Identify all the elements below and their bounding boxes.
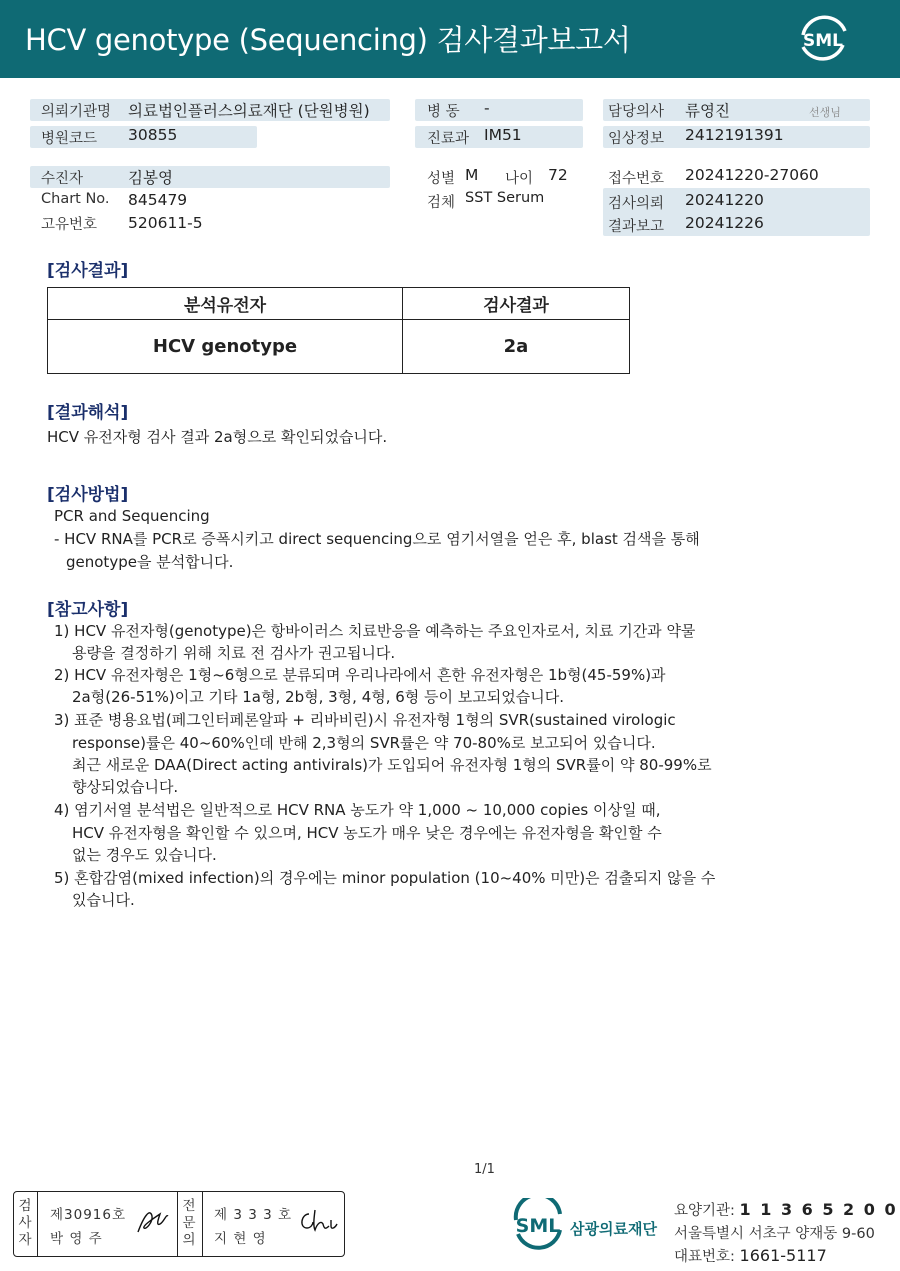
- receipt-value: 20241220-27060: [685, 166, 819, 184]
- tester-sign-cell: [38, 1192, 178, 1256]
- note-line: 3) 표준 병용요법(페그인터페론알파 + 리바비린)시 유전자형 1형의 SVR(sustained virologic: [54, 711, 676, 729]
- signature-box: [13, 1191, 345, 1257]
- report-header: [0, 0, 900, 78]
- footer-code-value: 1 1 3 6 5 2 0 0: [739, 1200, 898, 1219]
- specialist-label: 전문의: [182, 1198, 196, 1248]
- dept-value: IM51: [484, 126, 522, 144]
- chart-value: 845479: [128, 191, 188, 209]
- age-value: 72: [548, 166, 568, 184]
- method-line-2: - HCV RNA를 PCR로 증폭시키고 direct sequencing으로 염기서열을 얻은 후, blast 검색을 통해: [54, 530, 700, 548]
- hospital-code-value: 30855: [128, 126, 178, 144]
- footer-org-name: 삼광의료재단: [570, 1220, 657, 1238]
- footer-code-label: 요양기관:: [674, 1203, 735, 1219]
- patient-label: 수진자: [41, 171, 84, 187]
- ward-label: 병 동: [427, 104, 460, 120]
- note-line: response)률은 40~60%인데 반해 2,3형의 SVR률은 약 70-80%로 보고되어 있습니다.: [72, 734, 656, 752]
- note-line: 2a형(26-51%)이고 기타 1a형, 2b형, 3형, 4형, 6형 등이 보고되었습니다.: [72, 688, 565, 706]
- tester-label: 검사자: [18, 1198, 32, 1248]
- svg-text:SML: SML: [515, 1215, 561, 1237]
- note-line: HCV 유전자형을 확인할 수 있으며, HCV 농도가 매우 낮은 경우에는 유전자형을 확인할 수: [72, 824, 662, 842]
- specialist-signature-icon: [295, 1206, 339, 1236]
- chart-label: Chart No.: [41, 191, 110, 207]
- doctor-suffix: 선생님: [809, 106, 841, 119]
- doctor-value: 류영진: [685, 102, 730, 120]
- id-value: 520611-5: [128, 214, 203, 232]
- request-value: 20241220: [685, 191, 764, 209]
- result-column-header: 검사결과: [403, 288, 630, 320]
- report-title: HCV genotype (Sequencing) 검사결과보고서: [25, 23, 631, 57]
- report-date-label: 결과보고: [608, 219, 665, 235]
- gene-cell: HCV genotype: [48, 320, 403, 374]
- request-label: 검사의뢰: [608, 196, 665, 212]
- footer-phone: [674, 1245, 827, 1266]
- note-line: 2) HCV 유전자형은 1형~6형으로 분류되며 우리나라에서 흔한 유전자형은 1b형(45-59%)과: [54, 666, 666, 684]
- patient-value: 김봉영: [128, 169, 173, 187]
- note-line: 향상되었습니다.: [72, 778, 179, 796]
- page-number: 1/1: [474, 1162, 495, 1177]
- patient-row-bg: [30, 166, 390, 188]
- note-line: 없는 경우도 있습니다.: [72, 846, 217, 864]
- age-label: 나이: [505, 171, 534, 187]
- method-section-title: [검사방법]: [47, 485, 129, 505]
- specialist-license-no: 제 3 3 3 호: [214, 1207, 293, 1223]
- svg-text:SML: SML: [803, 31, 843, 51]
- table-header-row: [48, 288, 630, 320]
- institution-label: 의뢰기관명: [41, 104, 112, 120]
- specialist-label-cell: [178, 1192, 203, 1256]
- note-line: 4) 염기서열 분석법은 일반적으로 HCV RNA 농도가 약 1,000 ~ 10,000 copies 이상일 때,: [54, 801, 661, 819]
- institution-value: 의료법인플러스의료재단 (단원병원): [128, 102, 370, 120]
- gene-column-header: 분석유전자: [48, 288, 403, 320]
- report-date-value: 20241226: [685, 214, 764, 232]
- results-table: [47, 287, 630, 374]
- notes-section-title: [참고사항]: [47, 600, 129, 620]
- specialist-sign-cell: [203, 1192, 343, 1256]
- note-line: 있습니다.: [72, 891, 135, 909]
- method-line-3: genotype을 분석합니다.: [66, 553, 234, 571]
- interpretation-section-title: [결과해석]: [47, 403, 129, 423]
- footer-phone-value: 1661-5117: [739, 1246, 827, 1265]
- result-cell: 2a: [403, 320, 630, 374]
- method-line-1: PCR and Sequencing: [54, 507, 210, 525]
- sml-logo-icon: [795, 13, 851, 65]
- receipt-label: 접수번호: [608, 171, 665, 187]
- note-line: 용량을 결정하기 위해 치료 전 검사가 권고됩니다.: [72, 644, 396, 662]
- specialist-name: 지 현 영: [214, 1231, 267, 1247]
- note-line: 1) HCV 유전자형(genotype)은 항바이러스 치료반응을 예측하는 주요인자로서, 치료 기간과 약물: [54, 622, 696, 640]
- tester-name: 박 영 주: [50, 1231, 103, 1247]
- note-line: 5) 혼합감염(mixed infection)의 경우에는 minor population (10~40% 미만)은 검출되지 않을 수: [54, 869, 716, 887]
- footer-address: 서울특별시 서초구 양재동 9-60: [674, 1226, 875, 1242]
- specimen-value: SST Serum: [465, 190, 545, 206]
- clinical-label: 임상정보: [608, 131, 665, 147]
- sml-footer-logo-icon: [510, 1198, 566, 1250]
- tester-signature-icon: [134, 1206, 174, 1236]
- results-section-title: [검사결과]: [47, 261, 129, 281]
- sex-value: M: [465, 166, 479, 184]
- clinical-value: 2412191391: [685, 126, 784, 144]
- tester-license-no: 제30916호: [50, 1207, 127, 1223]
- ward-value: -: [484, 99, 490, 117]
- id-label: 고유번호: [41, 217, 98, 233]
- doctor-label: 담당의사: [608, 104, 665, 120]
- interpretation-text: HCV 유전자형 검사 결과 2a형으로 확인되었습니다.: [47, 428, 388, 446]
- tester-label-cell: [14, 1192, 38, 1256]
- dept-label: 진료과: [427, 131, 470, 147]
- sex-label: 성별: [427, 171, 456, 187]
- specimen-label: 검체: [427, 195, 456, 211]
- footer-code: [674, 1199, 898, 1220]
- table-row: [48, 320, 630, 374]
- note-line: 최근 새로운 DAA(Direct acting antivirals)가 도입되어 유전자형 1형의 SVR률이 약 80-99%로: [72, 756, 712, 774]
- hospital-code-label: 병원코드: [41, 131, 98, 147]
- footer-phone-label: 대표번호:: [674, 1249, 735, 1265]
